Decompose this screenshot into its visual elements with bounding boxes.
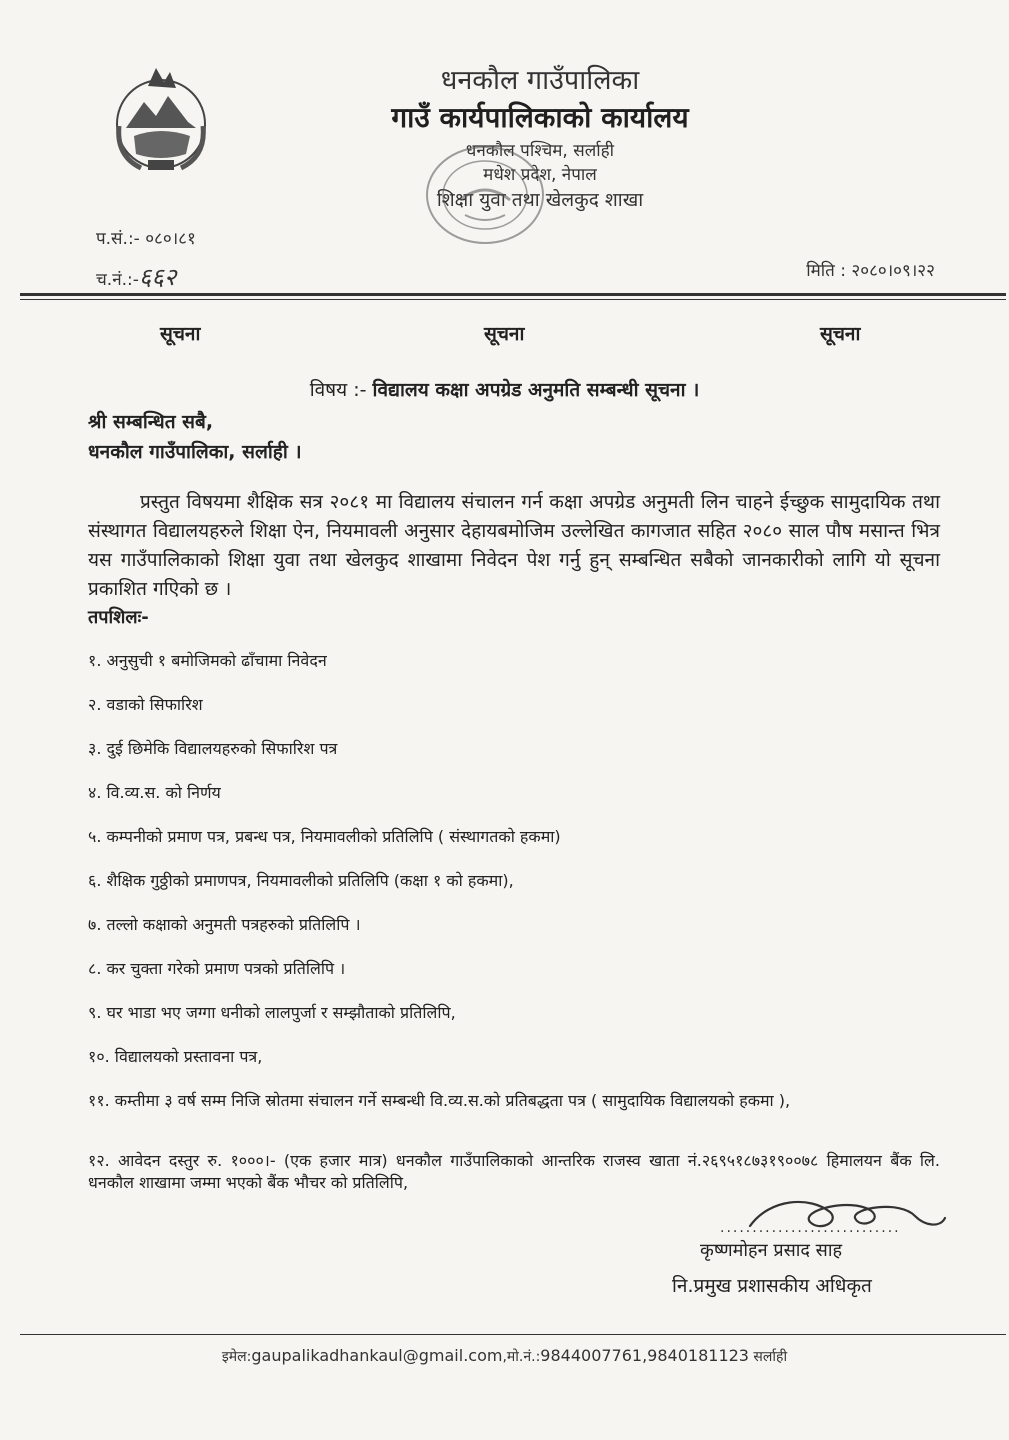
phone-label: ,मो.नं.: <box>502 1349 541 1365</box>
recipient-line-2: धनकौल गाउँपालिका, सर्लाही । <box>88 441 302 463</box>
branch-name: शिक्षा युवा तथा खेलकुद शाखा <box>436 189 644 211</box>
list-item: १. अनुसुची १ बमोजिमको ढाँचामा निवेदन <box>88 651 327 670</box>
list-item: ५. कम्पनीको प्रमाण पत्र, प्रबन्ध पत्र, नियमावलीको प्रतिलिपि ( संस्थागतको हकमा) <box>88 827 561 846</box>
office-address: धनकौल पश्चिम, सर्लाही <box>465 141 615 161</box>
footer-contact <box>0 1346 1009 1366</box>
email-address: gaupalikadhankaul@gmail.com <box>251 1346 503 1365</box>
list-item: ४. वि.व्य.स. को निर्णय <box>88 783 221 802</box>
signer-name: कृष्णमोहन प्रसाद साह <box>700 1240 843 1261</box>
list-item: १०. विद्यालयको प्रस्तावना पत्र, <box>88 1047 263 1066</box>
list-item: ७. तल्लो कक्षाको अनुमती पत्रहरुको प्रतिलिपि । <box>88 915 361 934</box>
phone-numbers: 9844007761,9840181123 <box>540 1346 749 1365</box>
recipient-line-1: श्री सम्बन्धित सबै, <box>88 411 214 433</box>
signer-title: नि.प्रमुख प्रशासकीय अधिकृत <box>672 1275 872 1297</box>
footer-place: सर्लाही <box>748 1349 788 1365</box>
subject-line <box>0 376 1009 402</box>
email-label: इमेल: <box>221 1349 252 1365</box>
nepal-emblem-icon <box>96 56 226 186</box>
reference-number: प.सं.:- ०८०।८१ <box>96 229 196 249</box>
signature-dotted-line: ............................ <box>720 1220 901 1236</box>
list-item: ११. कम्तीमा ३ वर्ष सम्म निजि स्रोतमा संचालन गर्ने सम्बन्धी वि.व्य.स.को प्रतिबद्धता पत्र ( सामुदायिक विद्यालयको हकमा ), <box>88 1091 791 1110</box>
notice-heading-left: सूचना <box>160 323 201 345</box>
header-divider <box>20 293 1006 296</box>
body-paragraph: प्रस्तुत विषयमा शैक्षिक सत्र २०८१ मा विद्यालय संचालन गर्न कक्षा अपग्रेड अनुमती लिन चाहने ईच्छुक सामुदायिक तथा संस्थागत विद्यालयहरुले शिक्षा ऐन, नियमावली अनुसार देहायबमोजिम उल्लेखित कागजात सहित २०८० साल पौष मसान्त भित्र यस गाउँपालिकाको शिक्षा युवा तथा खेलकुद शाखामा निवेदन पेश गर्नु हुन् सम्बन्धित सबैको जानकारीको लागि यो सूचना प्रकाशित गएिको छ । <box>88 491 940 600</box>
footer-divider <box>20 1334 1006 1335</box>
list-item: ३. दुई छिमेकि विद्यालयहरुको सिफारिश पत्र <box>88 739 338 758</box>
municipality-name: धनकौल गाउँपालिका <box>440 65 640 96</box>
notice-heading-center: सूचना <box>484 323 525 345</box>
list-item: २. वडाको सिफारिश <box>88 695 203 714</box>
subject-text: विद्यालय कक्षा अपग्रेड अनुमति सम्बन्धी सूचना । <box>372 379 700 401</box>
list-item: ६. शैक्षिक गुठ्ठीको प्रमाणपत्र, नियमावलीको प्रतिलिपि (कक्षा १ को हकमा), <box>88 871 514 890</box>
official-stamp-icon <box>420 140 550 255</box>
requirements-list <box>88 650 940 1210</box>
dispatch-number <box>96 260 176 293</box>
list-item: १२. आवेदन दस्तुर रु. १०००।- (एक हजार मात्र) धनकौल गाउँपालिकाको आन्तरिक राजस्व खाता नं.२६९५१८७३१९००७८ हिमालयन बैंक लि. धनकौल शाखामा जम्मा भएको बैंक भौचर को प्रतिलिपि, <box>88 1151 940 1192</box>
notice-heading-right: सूचना <box>820 323 861 345</box>
letter-date: मिति : २०८०।०९।२२ <box>806 261 935 281</box>
list-item: ८. कर चुक्ता गरेको प्रमाण पत्रको प्रतिलिपि । <box>88 959 346 978</box>
dispatch-number-handwritten: ६६२ <box>138 263 177 291</box>
office-province: मधेश प्रदेश, नेपाल <box>483 165 597 185</box>
details-label: तपशिलः- <box>88 607 149 628</box>
subject-label: विषय :- <box>309 379 367 401</box>
dispatch-label: च.नं.:- <box>96 270 139 290</box>
office-title: गाउँ कार्यपालिकाको कार्यालय <box>391 101 689 134</box>
header-divider-thin <box>20 299 1006 300</box>
list-item: ९. घर भाडा भए जग्गा धनीको लालपुर्जा र सम्झौताको प्रतिलिपि, <box>88 1003 456 1022</box>
